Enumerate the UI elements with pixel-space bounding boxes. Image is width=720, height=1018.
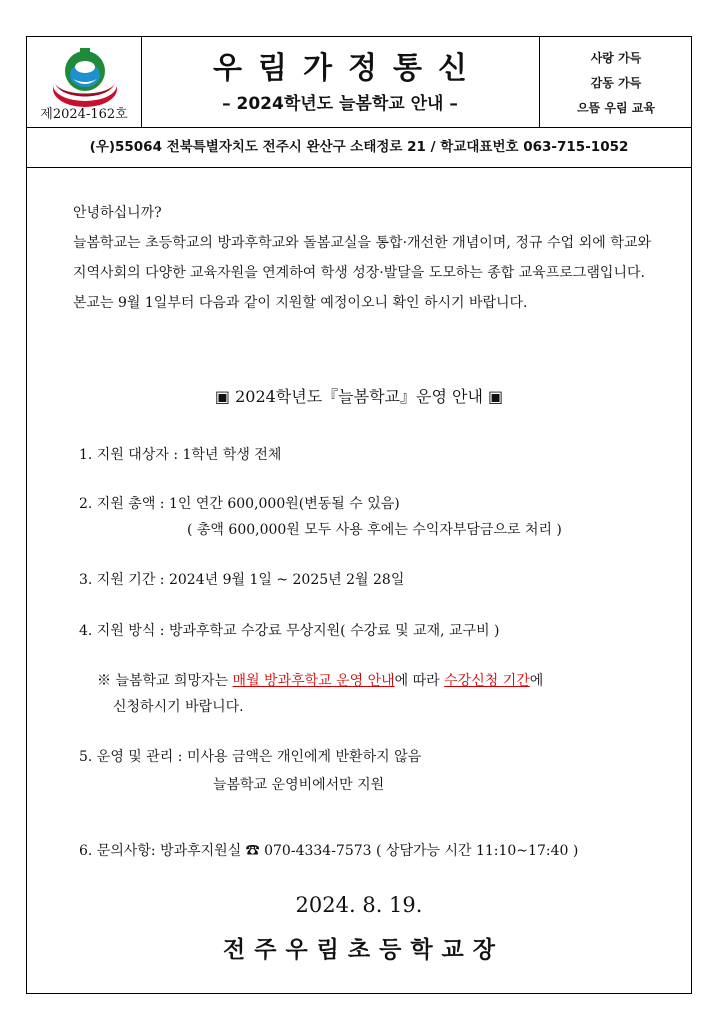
motto-line-2: 감동 가득 [590, 76, 642, 90]
motto-line-3: 으뜸 우림 교육 [577, 101, 655, 115]
principal-signature: 전주우림초등학교장 [223, 936, 504, 963]
apply-note-middle: 에 따라 [394, 673, 445, 689]
intro-paragraph: 늘봄학교는 초등학교의 방과후학교와 돌봄교실을 통합·개선한 개념이며, 정규 수업 외에 학교와 지역사회의 다양한 교육자원을 연계하여 학생 성장·발달을 도모하는 종합 교육프로그램입니다. [73, 235, 651, 281]
monthly-guide-highlight: 매월 방과후학교 운영 안내 [232, 673, 395, 689]
apply-note-end: 에 [529, 673, 544, 689]
school-address: (우)55064 전북특별자치도 전주시 완산구 소태정로 21 / 학교대표번호 063-715-1052 [27, 127, 691, 168]
item-period: 3. 지원 기간 : 2024년 9월 1일 ~ 2025년 2월 28일 [79, 572, 405, 588]
item-contact: 6. 문의사항: 방과후지원실 ☎ 070-4334-7573 ( 상담가능 시간 11:10~17:40 ) [79, 843, 579, 859]
apply-note-start: ※ 늘봄학교 희망자는 [97, 673, 233, 689]
item-method: 4. 지원 방식 : 방과후학교 수강료 무상지원( 수강료 및 교재, 교구비 ) [79, 623, 500, 639]
newsletter-title: 우림가정통신 [213, 51, 483, 86]
header-motto-cell [539, 37, 692, 127]
intro-text [73, 198, 651, 318]
newsletter-subtitle: – 2024학년도 늘봄학교 안내 – [222, 94, 458, 114]
header-title-cell [141, 37, 539, 127]
issue-number: 제2024-162호 [40, 107, 128, 122]
intro-schedule: 본교는 9월 1일부터 다음과 같이 지원할 예정이오니 확인 하시기 바랍니다. [73, 295, 528, 311]
letter-header [27, 37, 691, 128]
item-management-line-2: 늘봄학교 운영비에서만 지원 [213, 777, 385, 793]
item-management: 5. 운영 및 관리 : 미사용 금액은 개인에게 반환하지 않음 [79, 749, 422, 765]
greeting: 안녕하십니까? [73, 205, 162, 221]
letter-sheet [26, 36, 692, 994]
section-title: ▣ 2024학년도『늘봄학교』운영 안내 ▣ [214, 387, 504, 406]
item-target: 1. 지원 대상자 : 1학년 학생 전체 [79, 447, 282, 463]
item-amount: 2. 지원 총액 : 1인 연간 600,000원(변동될 수 있음) [79, 496, 400, 512]
apply-note [97, 670, 543, 690]
school-logo-icon [47, 45, 123, 107]
item-amount-note: ( 총액 600,000원 모두 사용 후에는 수익자부담금으로 처리 ) [187, 522, 562, 538]
issue-date: 2024. 8. 19. [295, 893, 423, 917]
apply-note-line-2: 신청하시기 바랍니다. [113, 699, 244, 715]
motto-line-1: 사랑 가득 [590, 51, 642, 65]
registration-period-highlight: 수강신청 기간 [444, 673, 530, 689]
header-logo-cell [27, 37, 142, 127]
